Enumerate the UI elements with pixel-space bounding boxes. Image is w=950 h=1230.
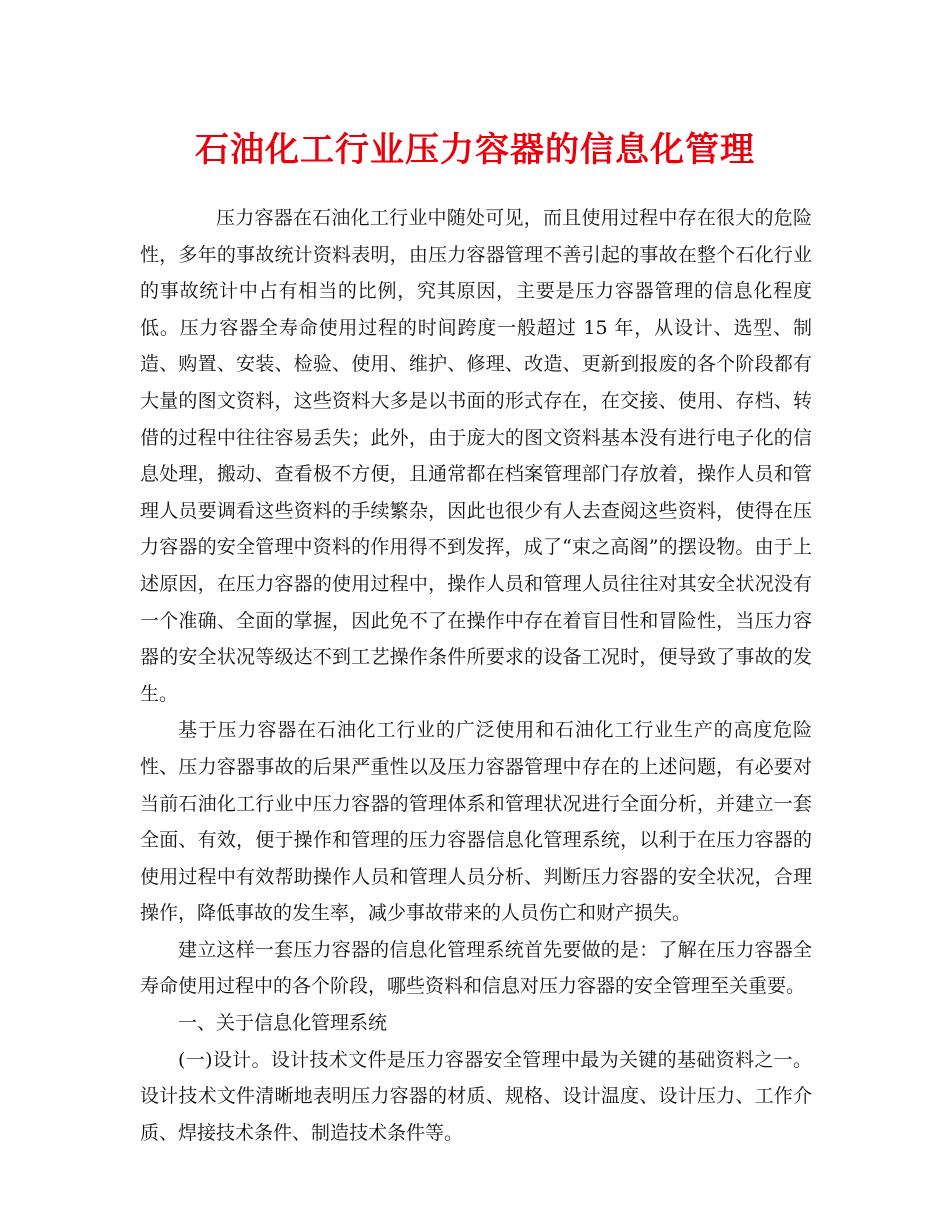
- document-body: [140, 200, 812, 1151]
- document-title: 石油化工行业压力容器的信息化管理: [195, 130, 755, 170]
- section-heading: 一、关于信息化管理系统: [178, 1012, 388, 1035]
- paragraph-design: (一)设计。设计技术文件是压力容器安全管理中最为关键的基础资料之一。设计技术文件清晰地表明压力容器的材质、规格、设计温度、设计压力、工作介质、焊接技术条件、制造技术条件等。: [140, 1048, 812, 1144]
- paragraph-necessity: 基于压力容器在石油化工行业的广泛使用和石油化工行业生产的高度危险性、压力容器事故的后果严重性以及压力容器管理中存在的上述问题，有必要对当前石油化工行业中压力容器的管理体系和管理状况进行全面分析，并建立一套全面、有效，便于操作和管理的压力容器信息化管理系统，以利于在压力容器的使用过程中有效帮助操作人员和管理人员分析、判断压力容器的安全状况，合理操作，降低事故的发生率，减少事故带来的人员伤亡和财产损失。: [140, 719, 812, 925]
- paragraph-intro: 压力容器在石油化工行业中随处可见，而且使用过程中存在很大的危险性，多年的事故统计资料表明，由压力容器管理不善引起的事故在整个石化行业的事故统计中占有相当的比例，究其原因，主要是压力容器管理的信息化程度低。压力容器全寿命使用过程的时间跨度一般超过 15 年，从设计、选型、制造、购置、安装、检验、使用、维护、修理、改造、更新到报废的各个阶段都有大量的图文资料，这些资料大多是以书面的形式存在，在交接、使用、存档、转借的过程中往往容易丢失；此外，由于庞大的图文资料基本没有进行电子化的信息处理，搬动、查看极不方便，且通常都在档案管理部门存放着，操作人员和管理人员要调看这些资料的手续繁杂，因此也很少有人去查阅这些资料，使得在压力容器的安全管理中资料的作用得不到发挥，成了“束之高阁”的摆设物。由于上述原因，在压力容器的使用过程中，操作人员和管理人员往往对其安全状况没有一个准确、全面的掌握，因此免不了在操作中存在着盲目性和冒险性，当压力容器的安全状况等级达不到工艺操作条件所要求的设备工况时，便导致了事故的发生。: [140, 207, 812, 705]
- paragraph-first-step: 建立这样一套压力容器的信息化管理系统首先要做的是：了解在压力容器全寿命使用过程中的各个阶段，哪些资料和信息对压力容器的安全管理至关重要。: [140, 938, 812, 998]
